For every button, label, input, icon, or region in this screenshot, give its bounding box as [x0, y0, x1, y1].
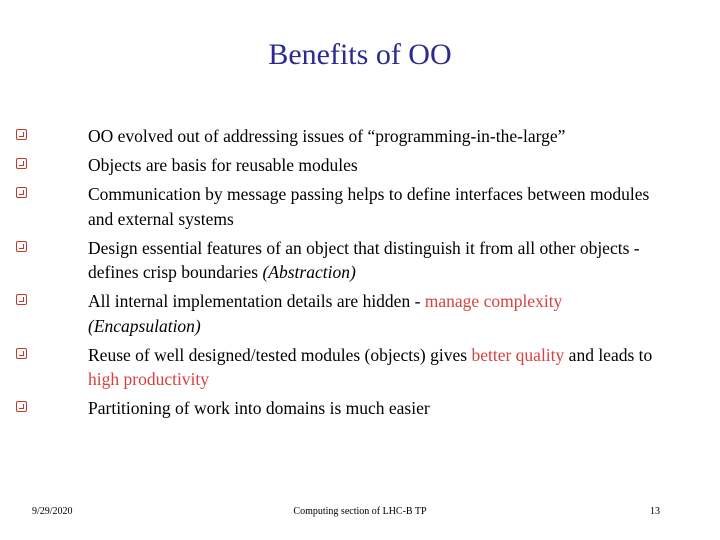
bullet-item — [16, 289, 676, 338]
footer-page-number: 13 — [650, 506, 660, 517]
bullet-text-segment: OO evolved out of addressing issues of “programming-in-the-large” — [88, 126, 566, 146]
footer-center-text: Computing section of LHC-B TP — [293, 506, 427, 517]
bullet-text-segment: Design essential features of an object that distinguish it from all other objects - defines crisp boundaries — [88, 237, 640, 282]
bullet-text-segment: (Encapsulation) — [88, 315, 201, 336]
bullet-text-segment: All internal implementation details are hidden - — [88, 291, 425, 311]
bullet-text-segment: (Abstraction) — [262, 262, 356, 282]
bullet-text-segment: Objects are basis for reusable modules — [88, 155, 358, 175]
bullet-text-segment: better quality — [471, 344, 565, 365]
checkbox-bullet-icon — [16, 401, 27, 412]
bullet-item — [16, 343, 676, 392]
checkbox-bullet-icon — [16, 348, 27, 359]
bullet-text-segment: high productivity — [88, 369, 210, 389]
checkbox-bullet-icon — [16, 241, 27, 252]
footer-date: 9/29/2020 — [32, 506, 73, 517]
bullet-item — [16, 182, 676, 231]
bullet-text-segment: Partitioning of work into domains is much easier — [88, 398, 430, 418]
bullet-item — [16, 396, 676, 421]
bullet-text-segment: Communication by message passing helps to define interfaces between modules and external systems — [88, 184, 650, 229]
bullet-text-segment: and leads to — [564, 344, 653, 365]
checkbox-bullet-icon — [16, 129, 27, 140]
checkbox-bullet-icon — [16, 158, 27, 169]
bullet-text-segment: manage complexity — [424, 291, 563, 311]
bullet-text-segment: Reuse of well designed/tested modules (objects) gives — [88, 344, 472, 365]
bullet-item — [16, 236, 676, 285]
bullet-item — [16, 153, 676, 178]
bullet-list — [16, 124, 676, 425]
bullet-item — [16, 124, 676, 149]
slide-title: Benefits of OO — [268, 38, 452, 71]
checkbox-bullet-icon — [16, 294, 27, 305]
checkbox-bullet-icon — [16, 187, 27, 198]
